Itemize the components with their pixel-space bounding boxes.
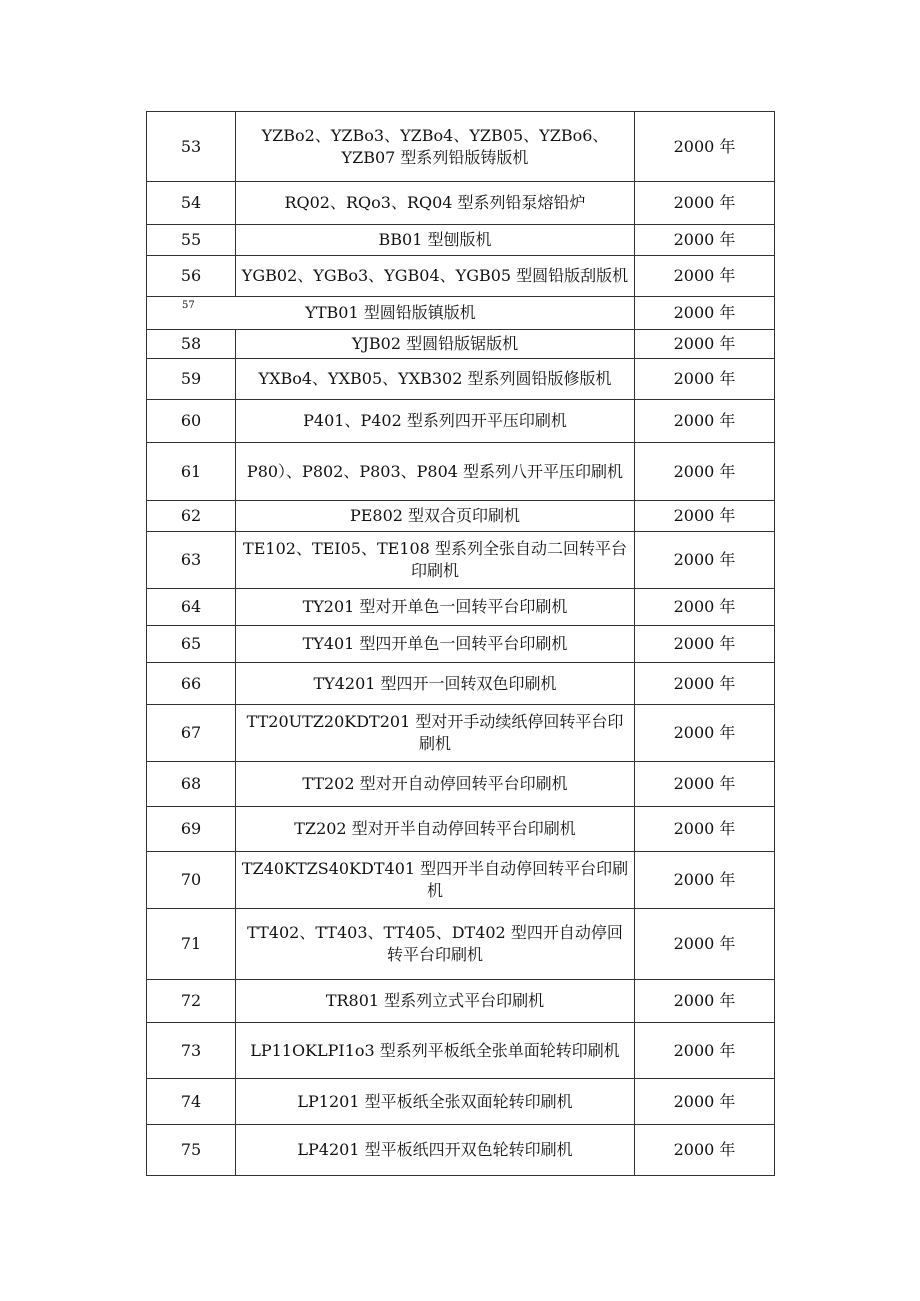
year: 2000 年	[635, 443, 775, 501]
row-number: 54	[147, 182, 236, 225]
table-row	[147, 400, 775, 443]
year: 2000 年	[635, 359, 775, 400]
table-row	[147, 980, 775, 1023]
row-number: 64	[147, 589, 236, 626]
table-row	[147, 762, 775, 807]
equipment-name: TY201 型对开单色一回转平台印刷机	[236, 589, 635, 626]
table-row	[147, 112, 775, 182]
equipment-name: LP1201 型平板纸全张双面轮转印刷机	[236, 1079, 635, 1125]
equipment-name: LP11OKLPI1o3 型系列平板纸全张单面轮转印刷机	[236, 1023, 635, 1079]
equipment-name: YGB02、YGBo3、YGB04、YGB05 型圆铅版刮版机	[236, 256, 635, 297]
table-row	[147, 1079, 775, 1125]
row-number: 60	[147, 400, 236, 443]
year: 2000 年	[635, 532, 775, 589]
row-number: 56	[147, 256, 236, 297]
equipment-name: YTB01 型圆铅版镇版机	[305, 303, 476, 322]
row-number: 69	[147, 807, 236, 852]
year: 2000 年	[635, 256, 775, 297]
row-number: 68	[147, 762, 236, 807]
year: 2000 年	[635, 807, 775, 852]
table-row	[147, 589, 775, 626]
year: 2000 年	[635, 225, 775, 256]
equipment-name: TT402、TT403、TT405、DT402 型四开自动停回转平台印刷机	[236, 909, 635, 980]
row-number: 70	[147, 852, 236, 909]
equipment-name: TR801 型系列立式平台印刷机	[236, 980, 635, 1023]
row-number: 58	[147, 330, 236, 359]
row-number: 62	[147, 501, 236, 532]
equipment-name: P80）、P802、P803、P804 型系列八开平压印刷机	[236, 443, 635, 501]
table-row	[147, 443, 775, 501]
year: 2000 年	[635, 626, 775, 663]
row-number: 74	[147, 1079, 236, 1125]
merged-number-name-cell	[147, 297, 635, 330]
table-row	[147, 705, 775, 762]
table-row	[147, 1125, 775, 1176]
equipment-table	[146, 111, 775, 1176]
table-row	[147, 330, 775, 359]
equipment-name: TZ202 型对开半自动停回转平台印刷机	[236, 807, 635, 852]
year: 2000 年	[635, 400, 775, 443]
row-number: 59	[147, 359, 236, 400]
year: 2000 年	[635, 501, 775, 532]
table-row	[147, 359, 775, 400]
table-row	[147, 663, 775, 705]
table-row	[147, 852, 775, 909]
year: 2000 年	[635, 980, 775, 1023]
equipment-name: PE802 型双合页印刷机	[236, 501, 635, 532]
table-row	[147, 532, 775, 589]
equipment-name: TY401 型四开单色一回转平台印刷机	[236, 626, 635, 663]
year: 2000 年	[635, 1125, 775, 1176]
year: 2000 年	[635, 852, 775, 909]
table-row	[147, 909, 775, 980]
year: 2000 年	[635, 589, 775, 626]
year: 2000 年	[635, 330, 775, 359]
equipment-name: TT20UTZ20KDT201 型对开手动续纸停回转平台印刷机	[236, 705, 635, 762]
table-row	[147, 256, 775, 297]
row-number: 72	[147, 980, 236, 1023]
equipment-name: TT202 型对开自动停回转平台印刷机	[236, 762, 635, 807]
row-number: 63	[147, 532, 236, 589]
year: 2000 年	[635, 762, 775, 807]
equipment-table-body	[147, 112, 775, 1176]
equipment-name: RQ02、RQo3、RQ04 型系列铅泵熔铅炉	[236, 182, 635, 225]
row-number: 57	[182, 300, 195, 311]
equipment-name: YXBo4、YXB05、YXB302 型系列圆铅版修版机	[236, 359, 635, 400]
row-number: 61	[147, 443, 236, 501]
table-row	[147, 297, 775, 330]
equipment-name: TY4201 型四开一回转双色印刷机	[236, 663, 635, 705]
row-number: 67	[147, 705, 236, 762]
equipment-name: TZ40KTZS40KDT401 型四开半自动停回转平台印刷机	[236, 852, 635, 909]
equipment-name: YJB02 型圆铅版锯版机	[236, 330, 635, 359]
row-number: 71	[147, 909, 236, 980]
row-number: 75	[147, 1125, 236, 1176]
table-row	[147, 225, 775, 256]
row-number: 65	[147, 626, 236, 663]
row-number: 53	[147, 112, 236, 182]
table-row	[147, 182, 775, 225]
year: 2000 年	[635, 112, 775, 182]
equipment-name: TE102、TEI05、TE108 型系列全张自动二回转平台印刷机	[236, 532, 635, 589]
equipment-name: BB01 型刨版机	[236, 225, 635, 256]
row-number: 66	[147, 663, 236, 705]
year: 2000 年	[635, 909, 775, 980]
equipment-name: LP4201 型平板纸四开双色轮转印刷机	[236, 1125, 635, 1176]
equipment-name: P401、P402 型系列四开平压印刷机	[236, 400, 635, 443]
table-row	[147, 807, 775, 852]
row-number: 55	[147, 225, 236, 256]
equipment-name: YZBo2、YZBo3、YZBo4、YZB05、YZBo6、YZB07 型系列铅版铸版机	[236, 112, 635, 182]
year: 2000 年	[635, 705, 775, 762]
year: 2000 年	[635, 297, 775, 330]
table-row	[147, 501, 775, 532]
year: 2000 年	[635, 663, 775, 705]
year: 2000 年	[635, 182, 775, 225]
year: 2000 年	[635, 1023, 775, 1079]
table-row	[147, 626, 775, 663]
table-row	[147, 1023, 775, 1079]
year: 2000 年	[635, 1079, 775, 1125]
row-number: 73	[147, 1023, 236, 1079]
